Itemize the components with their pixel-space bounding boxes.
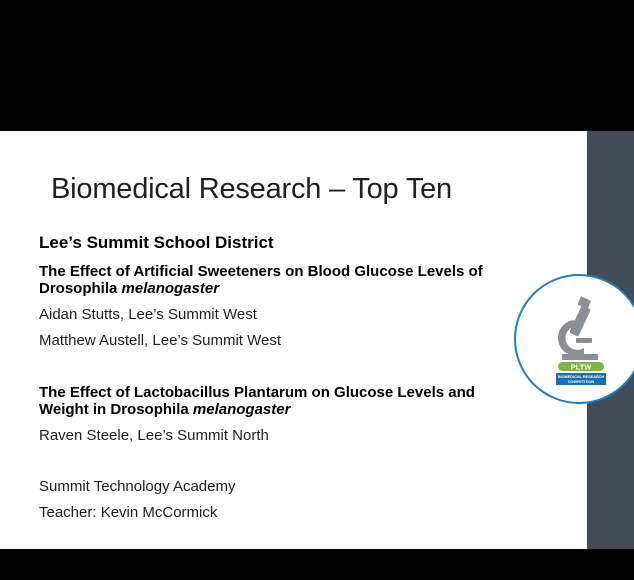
pltw-logo [514, 274, 634, 404]
project-2-title-main: The Effect of Lactobacillus Plantarum on Glucose Levels and Weight in Drosophila [39, 384, 475, 418]
teacher-name: Teacher: Kevin McCormick [39, 504, 218, 521]
logo-badge-text: PLTW [570, 362, 592, 372]
school-name: Summit Technology Academy [39, 478, 236, 495]
project-1-title-main: The Effect of Artificial Sweeteners on Blood Glucose Levels of Drosophila [39, 263, 483, 297]
presentation-slide [0, 131, 634, 549]
letterbox-top [0, 0, 634, 131]
slide-title: Biomedical Research – Top Ten [51, 173, 452, 205]
logo-caption-line2: COMPETITION [567, 380, 595, 384]
project-1-title [39, 263, 509, 297]
district-heading: Lee’s Summit School District [39, 233, 274, 252]
project-1-member-2: Matthew Austell, Lee’s Summit West [39, 332, 282, 349]
microscope-icon [516, 276, 634, 404]
project-2-member-1: Raven Steele, Lee’s Summit North [39, 427, 269, 444]
project-1-title-italic: melanogaster [121, 280, 220, 297]
project-2-title-italic: melanogaster [192, 401, 291, 418]
project-1-member-1: Aidan Stutts, Lee’s Summit West [39, 306, 257, 323]
project-2-title [39, 384, 509, 418]
logo-caption-line1: BIOMEDICAL RESEARCH [557, 375, 605, 380]
letterbox-bottom [0, 549, 634, 580]
